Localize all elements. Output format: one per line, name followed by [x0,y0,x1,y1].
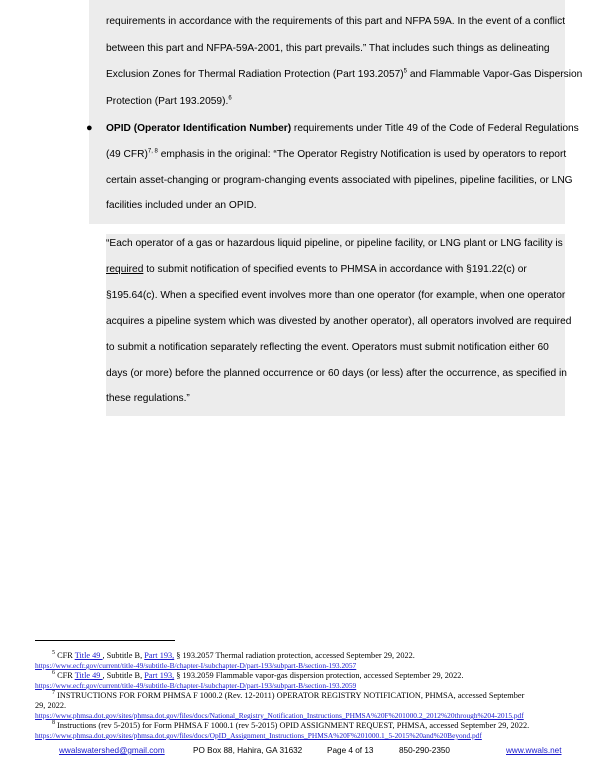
title-49-link[interactable]: Title 49 [74,671,103,680]
quote-line-7: these regulations.” [106,393,190,404]
footer-phone: 850-290-2350 [399,746,450,755]
footnote-6-url [35,681,356,690]
footnote-6: $^6$ CFR Title 49 , Subtitle B, Part 193, § 193.2059 Flammable vapor-gas dispersion protection, accessed September 29, 2022. [52,670,464,680]
footnote-8-url [35,731,482,740]
quote-line-3: §195.64(c). When a specified event involves more than one operator (for example, when one operator [106,290,566,301]
part-193-link[interactable]: Part 193, [144,651,175,660]
footer-address: PO Box 88, Hahira, GA 31632 [193,746,303,755]
footnote-8-link[interactable]: https://www.phmsa.dot.gov/sites/phmsa.dot.gov/files/docs/OpID_Assignment_Instructions_PHMSA%20F%201000.1_5-2015%20and%20Beyond.pdf [35,731,482,740]
footnote-7-cont: 29, 2022. [35,701,67,710]
footnote-7: $^7$ INSTRUCTIONS FOR FORM PHMSA F 1000.2 (Rev. 12-2011) OPERATOR REGISTRY NOTIFICATION, PHMSA, accessed September [52,690,525,700]
bullet-line-1: OPID (Operator Identification Number) requirements under Title 49 of the Code of Federal Regulations [106,123,579,134]
footnote-5-link[interactable]: https://www.ecfr.gov/current/title-49/subtitle-B/chapter-I/subchapter-D/part-193/subpart-B/section-193.2057 [35,661,357,670]
quote-line-2: required to submit notification of specified events to PHMSA in accordance with §191.22(c) or [106,264,527,275]
shaded-paragraph-block [89,0,565,224]
footer-website-link[interactable]: www.wwals.net [506,746,562,755]
para1-line-3: Exclusion Zones for Thermal Radiation Protection (Part 193.2057)$^5$ and Flammable Vapor-Gas Dispersion [106,68,583,80]
bullet-line-2: (49 CFR)$^{7, 8}$ emphasis in the original: “The Operator Registry Notification is used by operators to report [106,148,567,160]
footer-page-number: Page 4 of 13 [327,746,374,755]
footer-email-link[interactable]: wwalswatershed@gmail.com [59,746,165,755]
para1-line-4: Protection (Part 193.2059).$^6$ [106,95,232,107]
para1-line-2: between this part and NFPA-59A-2001, this part prevails.” That includes such things as delineating [106,43,550,54]
footnote-ref-6[interactable]: 6 [228,95,232,102]
quote-line-4: acquires a pipeline system which was divested by another operator), all operators involved are required [106,316,572,327]
footnote-separator [35,640,175,641]
title-49-link[interactable]: Title 49 [74,651,103,660]
opid-heading: OPID (Operator Identification Number) [106,123,292,134]
footnote-8: $^8$ Instructions (rev 5-2015) for Form PHMSA F 1000.1 (rev 5-2015) OPID ASSIGNMENT REQUEST, PHMSA, accessed September 29, 2022. [52,720,530,730]
footnote-ref-7-8[interactable]: 7, 8 [147,148,158,155]
quote-line-5: to submit a notification separately reflecting the event. Operators must submit notification either 60 [106,342,549,353]
footnote-5: $^5$ CFR Title 49 , Subtitle B, Part 193, § 193.2057 Thermal radiation protection, accessed September 29, 2022. [52,650,415,660]
required-underlined: required [106,264,144,275]
footnote-7-link[interactable]: https://www.phmsa.dot.gov/sites/phmsa.dot.gov/files/docs/National_Registry_Notification_Instructions_PHMSA%20F%201000.2_2012%20through%204-2015.pdf [35,711,524,720]
quote-line-6: days (or more) before the planned occurrence or 60 days (or less) after the occurrence, as specified in [106,368,567,379]
footnote-7-url [35,711,524,720]
footnote-6-link[interactable]: https://www.ecfr.gov/current/title-49/subtitle-B/chapter-I/subchapter-D/part-193/subpart-B/section-193.2059 [35,681,357,690]
bullet-line-3: certain asset-changing or program-changing events associated with pipelines, pipeline facilities, or LNG [106,175,573,186]
quote-line-1: “Each operator of a gas or hazardous liquid pipeline, or pipeline facility, or LNG plant or LNG facility is [106,238,563,249]
bullet-line-4: facilities included under an OPID. [106,200,257,211]
bullet-marker: ● [86,122,93,134]
para1-line-1: requirements in accordance with the requirements of this part and NFPA 59A. In the event of a conflict [106,16,566,27]
footnote-5-url [35,661,356,670]
footnote-ref-5[interactable]: 5 [403,68,408,75]
part-193-link[interactable]: Part 193, [144,671,175,680]
